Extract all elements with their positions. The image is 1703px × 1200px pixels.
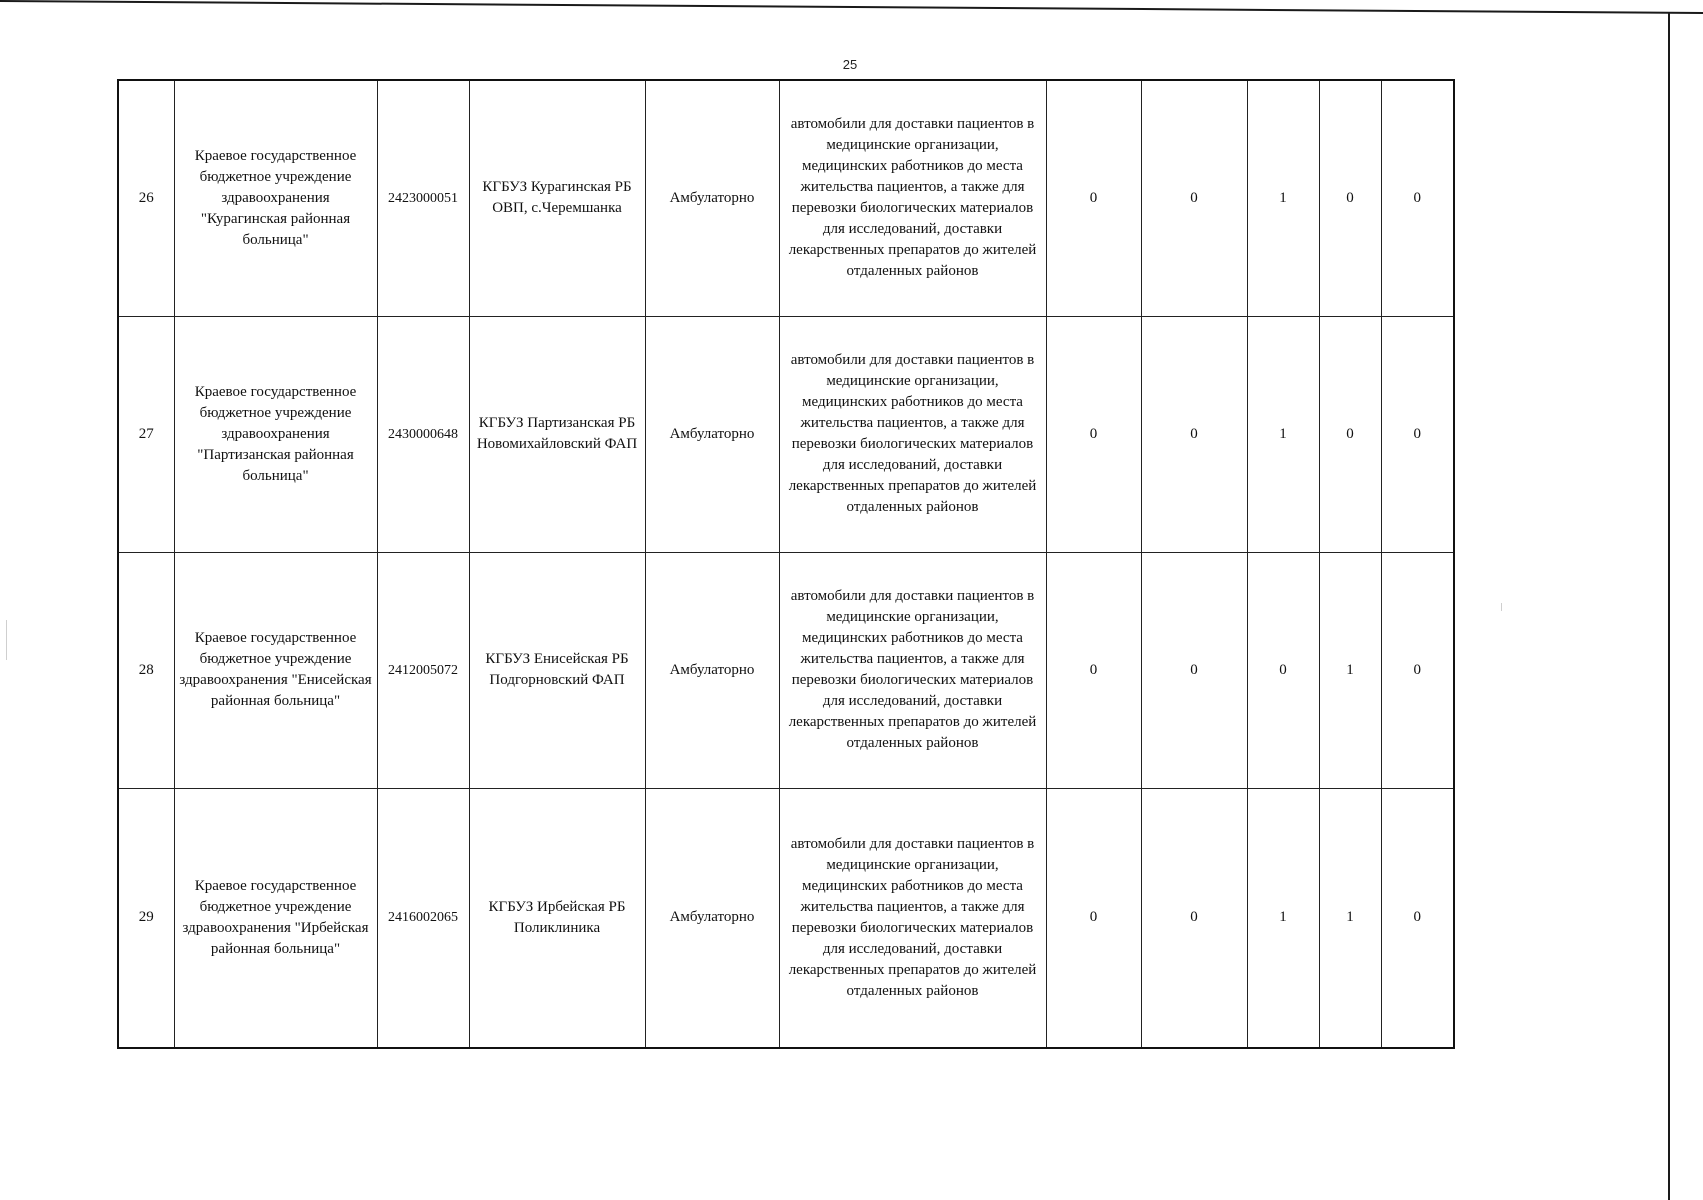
table-row (118, 316, 1454, 552)
scan-speck (6, 620, 7, 660)
unit-name: КГБУЗ Курагинская РБ ОВП, с.Черемшанка (469, 80, 645, 316)
value-cell: 1 (1319, 552, 1381, 788)
vehicle-purpose: автомобили для доставки пациентов в медицинские организации, медицинских работников до места жительства пациентов, а также для перевозки биологических материалов для исследований, доставки лекарственных препаратов до жителей отдаленных районов (779, 316, 1046, 552)
value-cell: 0 (1381, 316, 1454, 552)
scan-edge-right (1668, 12, 1670, 1200)
unit-name: КГБУЗ Ирбейская РБ Поликлиника (469, 788, 645, 1048)
value-cell: 0 (1141, 80, 1247, 316)
value-cell: 0 (1247, 552, 1319, 788)
value-cell: 0 (1141, 316, 1247, 552)
page-number: 25 (842, 57, 858, 72)
scan-speck (1501, 603, 1502, 611)
table-row (118, 80, 1454, 316)
care-type: Амбулаторно (645, 788, 779, 1048)
vehicle-purpose: автомобили для доставки пациентов в медицинские организации, медицинских работников до места жительства пациентов, а также для перевозки биологических материалов для исследований, доставки лекарственных препаратов до жителей отдаленных районов (779, 788, 1046, 1048)
institution-code: 2430000648 (377, 316, 469, 552)
institution-code: 2416002065 (377, 788, 469, 1048)
institution-code: 2423000051 (377, 80, 469, 316)
scan-edge-line (0, 0, 1703, 14)
institution-name: Краевое государственное бюджетное учреждение здравоохранения "Партизанская районная больница" (174, 316, 377, 552)
value-cell: 1 (1247, 788, 1319, 1048)
value-cell: 0 (1141, 552, 1247, 788)
value-cell: 0 (1046, 788, 1141, 1048)
vehicle-allocation-table (117, 79, 1455, 1049)
unit-name: КГБУЗ Енисейская РБ Подгорновский ФАП (469, 552, 645, 788)
value-cell: 1 (1247, 80, 1319, 316)
unit-name: КГБУЗ Партизанская РБ Новомихайловский ФАП (469, 316, 645, 552)
value-cell: 0 (1381, 80, 1454, 316)
institution-code: 2412005072 (377, 552, 469, 788)
table-row (118, 788, 1454, 1048)
row-index: 29 (118, 788, 174, 1048)
vehicle-purpose: автомобили для доставки пациентов в медицинские организации, медицинских работников до места жительства пациентов, а также для перевозки биологических материалов для исследований, доставки лекарственных препаратов до жителей отдаленных районов (779, 80, 1046, 316)
institution-name: Краевое государственное бюджетное учреждение здравоохранения "Ирбейская районная больница" (174, 788, 377, 1048)
value-cell: 0 (1141, 788, 1247, 1048)
institution-name: Краевое государственное бюджетное учреждение здравоохранения "Енисейская районная больница" (174, 552, 377, 788)
value-cell: 1 (1247, 316, 1319, 552)
value-cell: 0 (1046, 552, 1141, 788)
care-type: Амбулаторно (645, 552, 779, 788)
care-type: Амбулаторно (645, 80, 779, 316)
table-row (118, 552, 1454, 788)
institution-name: Краевое государственное бюджетное учреждение здравоохранения "Курагинская районная больница" (174, 80, 377, 316)
value-cell: 0 (1046, 80, 1141, 316)
care-type: Амбулаторно (645, 316, 779, 552)
value-cell: 0 (1381, 552, 1454, 788)
value-cell: 0 (1046, 316, 1141, 552)
row-index: 28 (118, 552, 174, 788)
value-cell: 0 (1381, 788, 1454, 1048)
vehicle-purpose: автомобили для доставки пациентов в медицинские организации, медицинских работников до места жительства пациентов, а также для перевозки биологических материалов для исследований, доставки лекарственных препаратов до жителей отдаленных районов (779, 552, 1046, 788)
value-cell: 1 (1319, 788, 1381, 1048)
value-cell: 0 (1319, 80, 1381, 316)
scan-edge-top (0, 0, 1703, 14)
value-cell: 0 (1319, 316, 1381, 552)
row-index: 26 (118, 80, 174, 316)
row-index: 27 (118, 316, 174, 552)
